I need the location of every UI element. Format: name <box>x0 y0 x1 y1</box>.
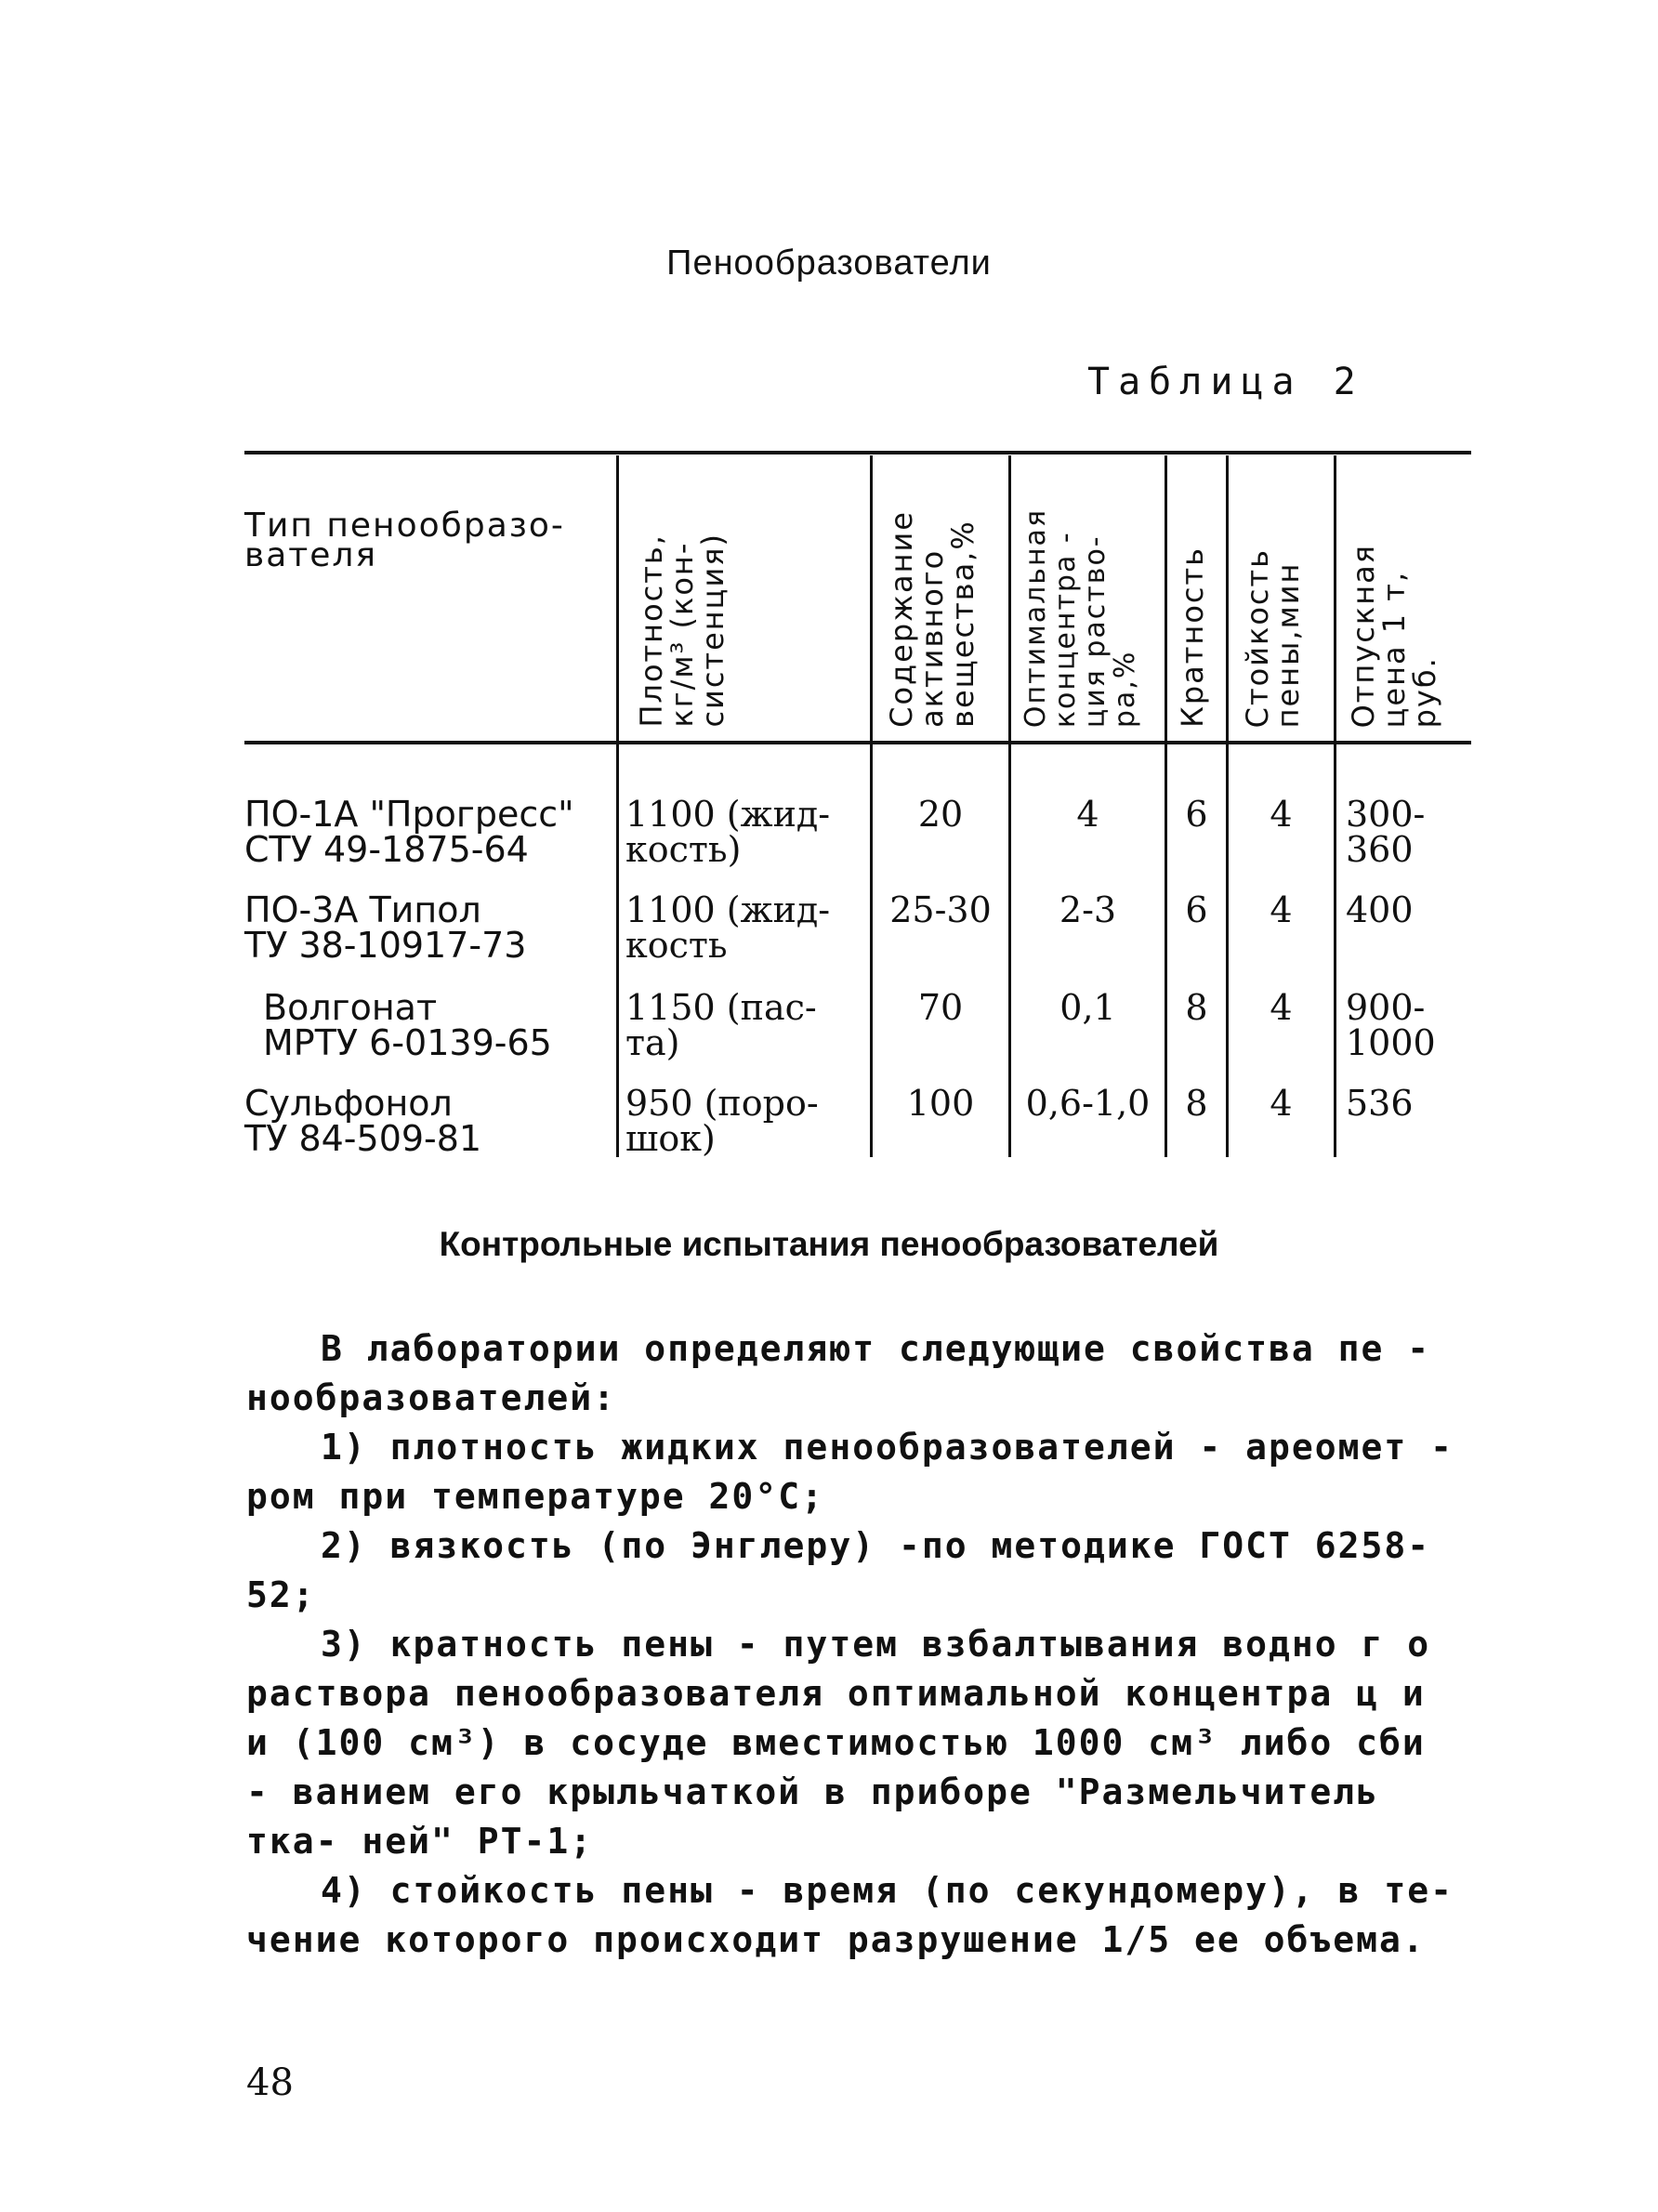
row-2-ratio: 6 <box>1185 889 1208 930</box>
header-concentration-cell <box>1008 451 1165 741</box>
row-1-stability: 4 <box>1270 794 1293 835</box>
row-2-price: 400 <box>1346 889 1414 930</box>
page-title: Пенообразователи <box>666 244 992 283</box>
paragraph-intro: В лаборатории определяют следующие свойства пе - нообразователей: <box>246 1328 1431 1418</box>
header-concentration: Оптимальная концентра - ция раство- ра,% <box>1020 507 1141 728</box>
row-4-concentration: 0,6-1,0 <box>1025 1083 1151 1124</box>
row-1-density: 1100 (жид- кость) <box>625 794 831 870</box>
body-text <box>246 1324 1464 1965</box>
row-2-stability: 4 <box>1270 889 1293 930</box>
header-stability: Стойкость пены,мин <box>1240 547 1306 728</box>
table-label: Таблица 2 <box>1087 361 1364 403</box>
row-1-name: ПО-1А "Прогресс" СТУ 49-1875-64 <box>244 794 574 870</box>
header-price-cell <box>1334 451 1471 741</box>
header-active-cell <box>870 451 1008 741</box>
row-4-price: 536 <box>1346 1083 1414 1124</box>
row-4-stability: 4 <box>1270 1083 1293 1124</box>
header-price: Отпускная цена 1 т, руб. <box>1346 543 1442 728</box>
row-4-density: 950 (поро- шок) <box>625 1083 819 1159</box>
header-density: Плотность, кг/м³ (кон- систенция) <box>634 533 730 728</box>
header-type: Тип пенообразо-вателя <box>244 507 565 574</box>
header-stability-cell <box>1226 451 1334 741</box>
row-3-ratio: 8 <box>1185 987 1208 1028</box>
row-1-price: 300- 360 <box>1346 794 1426 870</box>
paragraph-item-4: 4) стойкость пены - время (по секундомеру), в те- чение которого происходит разрушение 1/5 ее объема. <box>246 1870 1454 1960</box>
row-1-concentration: 4 <box>1076 794 1099 835</box>
row-3-density: 1150 (пас- та) <box>625 987 817 1063</box>
row-2-active: 25-30 <box>889 889 992 930</box>
section-title: Контрольные испытания пенообразователей <box>439 1225 1219 1263</box>
foam-agents-table <box>244 451 1471 1176</box>
table-header-rule <box>244 741 1471 744</box>
row-1-ratio: 6 <box>1185 794 1208 835</box>
row-3-concentration: 0,1 <box>1059 987 1116 1028</box>
paragraph-item-1: 1) плотность жидких пенообразователей - ареомет - ром при температуре 20°С; <box>246 1427 1454 1517</box>
header-ratio-cell <box>1165 451 1226 741</box>
row-4-ratio: 8 <box>1185 1083 1208 1124</box>
row-3-stability: 4 <box>1270 987 1293 1028</box>
row-2-name: ПО-3А Типол ТУ 38-10917-73 <box>244 889 527 966</box>
header-active: Содержание активного вещества,% <box>884 510 980 728</box>
row-3-name: Волгонат МРТУ 6-0139-65 <box>263 987 552 1063</box>
paragraph-item-3: 3) кратность пены - путем взбалтывания водно г о раствора пенообразователя оптимальной концентра ц и и (100 см³) в сосуде вместимостью 1000 см³ либо сби - ванием его крыльчаткой в приборе "Размельчитель тка- ней" РТ-1; <box>246 1624 1431 1862</box>
paragraph-item-2: 2) вязкость (по Энглеру) -по методике ГОСТ 6258-52; <box>246 1525 1431 1615</box>
row-4-name: Сульфонол ТУ 84-509-81 <box>244 1083 482 1159</box>
row-2-concentration: 2-3 <box>1059 889 1117 930</box>
header-ratio: Кратность <box>1175 546 1210 728</box>
row-2-density: 1100 (жид- кость <box>625 889 831 966</box>
page-number: 48 <box>246 2061 294 2104</box>
row-1-active: 20 <box>917 794 964 835</box>
row-3-price: 900- 1000 <box>1346 987 1436 1063</box>
row-3-active: 70 <box>917 987 964 1028</box>
header-density-cell <box>616 451 870 741</box>
row-4-active: 100 <box>906 1083 975 1124</box>
